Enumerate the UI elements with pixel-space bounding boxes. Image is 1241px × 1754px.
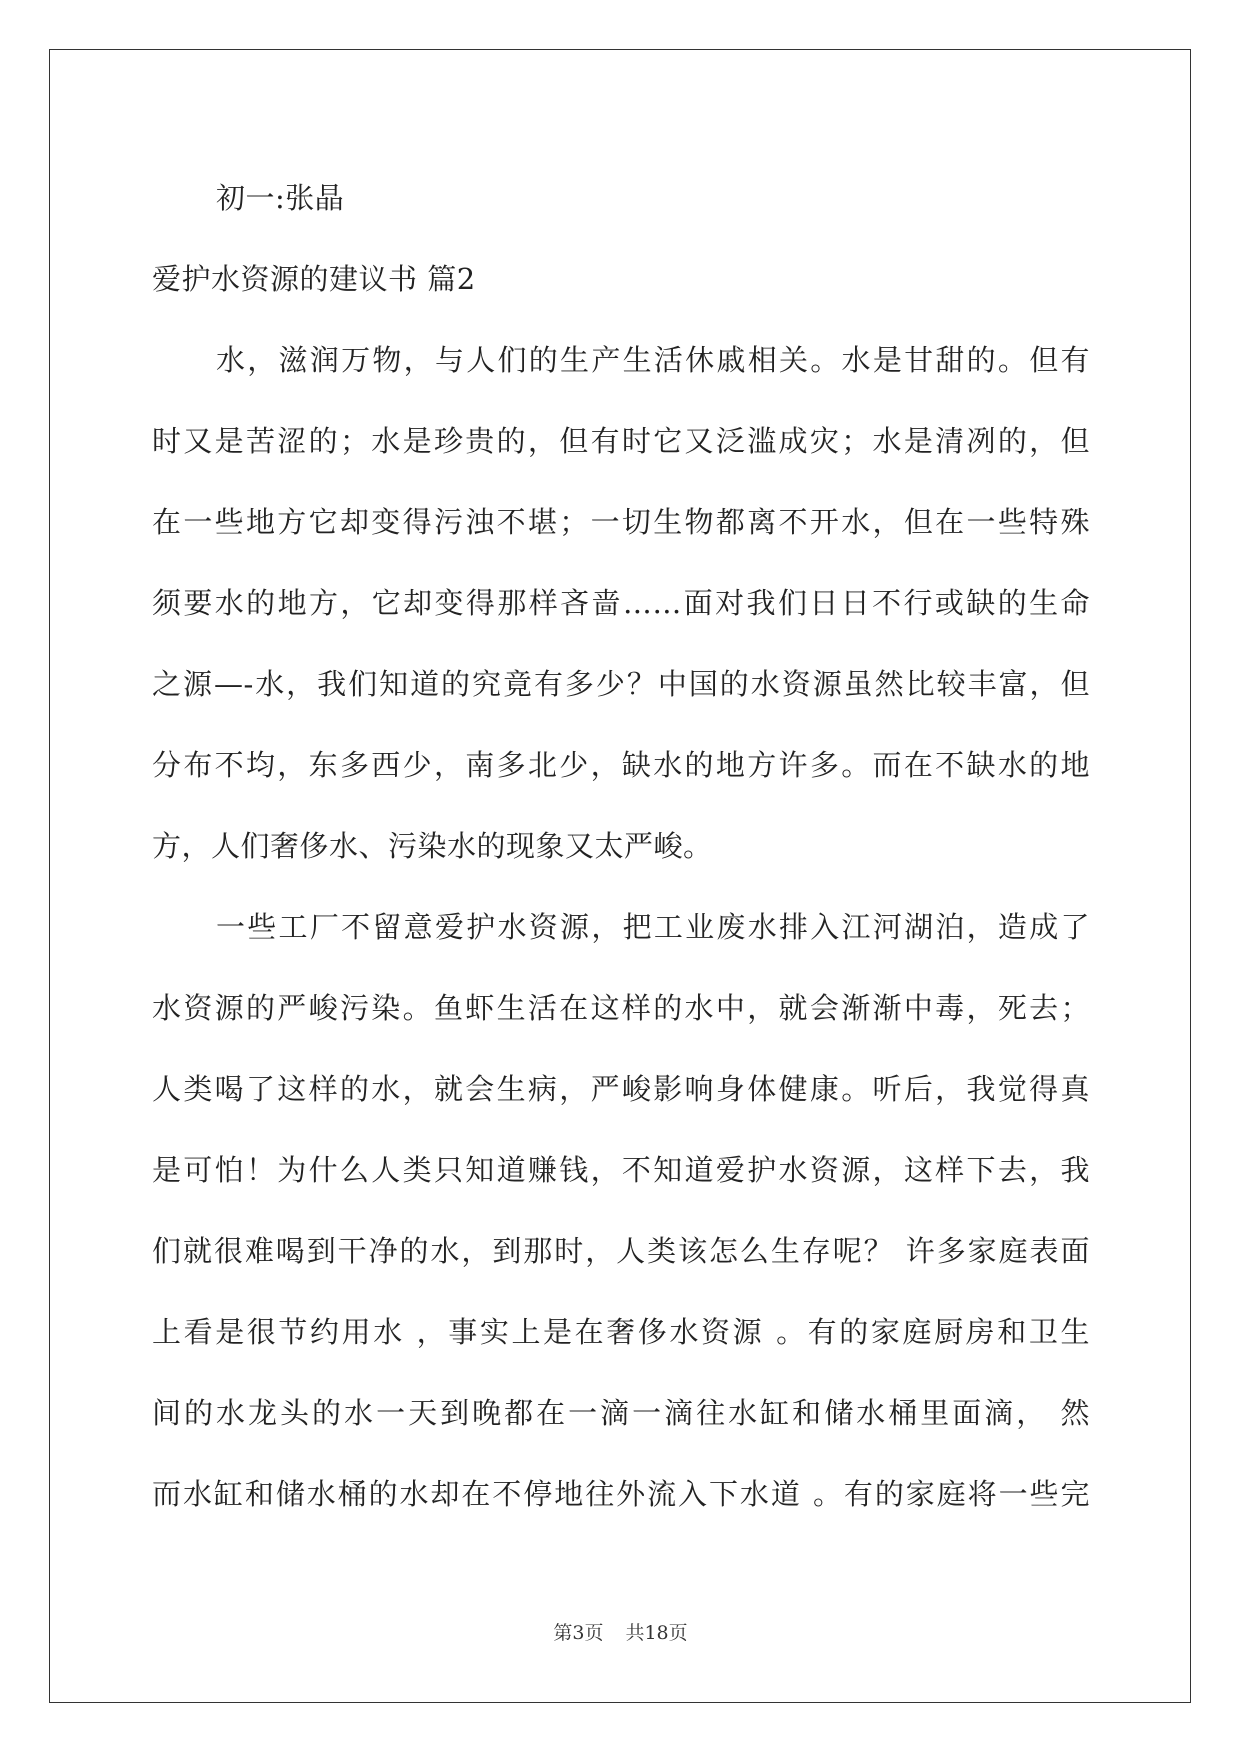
paragraph-line: 上看是很节约用水 ，事实上是在奢侈水资源 。有的家庭厨房和卫生 xyxy=(152,1315,1090,1349)
paragraph-line: 水资源的严峻污染。鱼虾生活在这样的水中，就会渐渐中毒，死去； xyxy=(152,991,1090,1025)
paragraph-line: 之源—-水，我们知道的究竟有多少？中国的水资源虽然比较丰富，但 xyxy=(152,667,1090,701)
paragraph-line: 间的水龙头的水一天到晚都在一滴一滴往水缸和储水桶里面滴， 然 xyxy=(152,1396,1090,1430)
paragraph-line: 们就很难喝到干净的水，到那时，人类该怎么生存呢？ 许多家庭表面 xyxy=(152,1234,1090,1268)
author-line: 初一:张晶 xyxy=(216,181,345,215)
paragraph-line: 分布不均，东多西少，南多北少，缺水的地方许多。而在不缺水的地 xyxy=(152,748,1090,782)
paragraph-line: 方，人们奢侈水、污染水的现象又太严峻。 xyxy=(152,829,713,863)
paragraph-line: 时又是苦涩的；水是珍贵的，但有时它又泛滥成灾；水是清冽的，但 xyxy=(152,424,1090,458)
page-number: 第3页 xyxy=(553,1622,604,1644)
page-total: 共18页 xyxy=(625,1622,688,1644)
paragraph-line: 是可怕！为什么人类只知道赚钱，不知道爱护水资源，这样下去，我 xyxy=(152,1153,1090,1187)
paragraph-line: 而水缸和储水桶的水却在不停地往外流入下水道 。有的家庭将一些完 xyxy=(152,1477,1090,1511)
paragraph-line: 水，滋润万物，与人们的生产生活休戚相关。水是甘甜的。但有 xyxy=(216,343,1090,377)
section-heading: 爱护水资源的建议书 篇2 xyxy=(152,262,476,296)
page-footer xyxy=(0,1618,1241,1645)
paragraph-line: 一些工厂不留意爱护水资源，把工业废水排入江河湖泊，造成了 xyxy=(216,910,1090,944)
paragraph-line: 人类喝了这样的水，就会生病，严峻影响身体健康。听后，我觉得真 xyxy=(152,1072,1090,1106)
paragraph-line: 在一些地方它却变得污浊不堪；一切生物都离不开水，但在一些特殊 xyxy=(152,505,1090,539)
document-body xyxy=(152,158,1090,1535)
paragraph-line: 须要水的地方，它却变得那样吝啬……面对我们日日不行或缺的生命 xyxy=(152,586,1090,620)
